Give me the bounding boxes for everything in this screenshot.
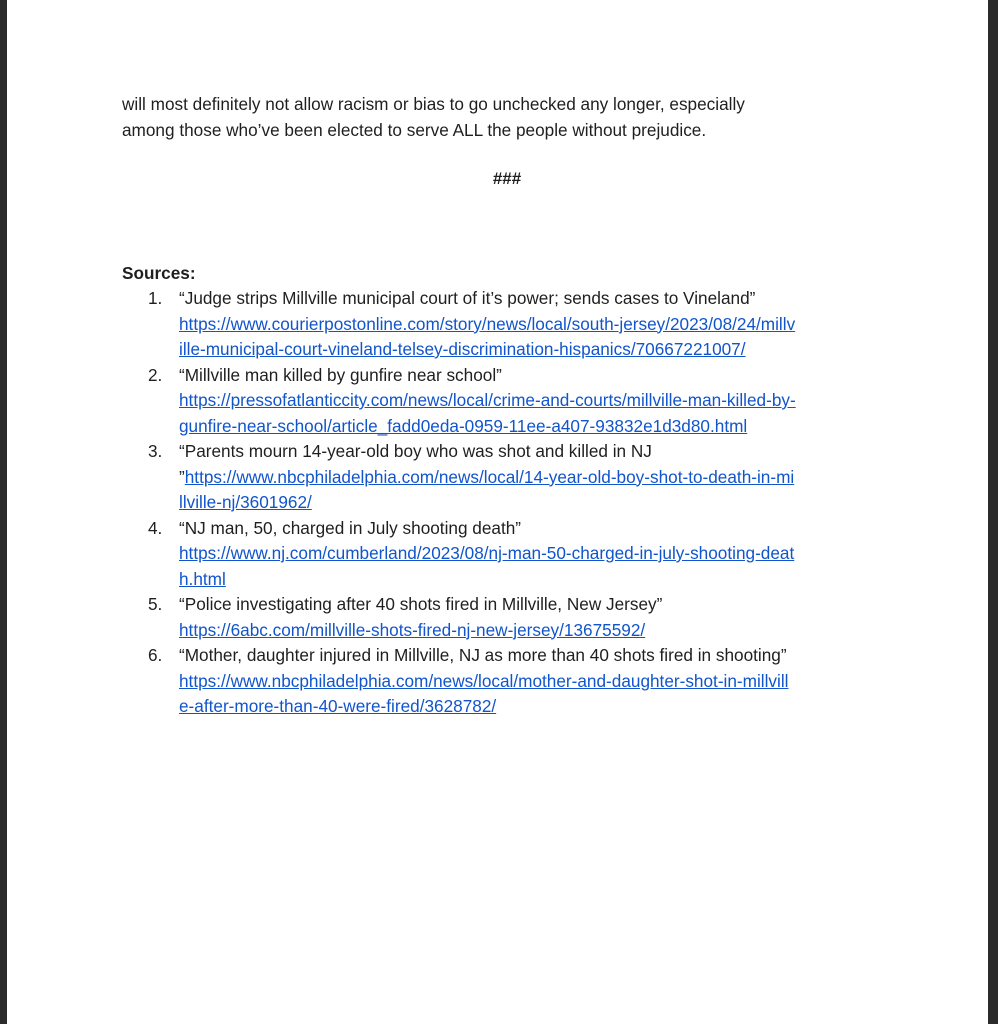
paragraph-line: among those who’ve been elected to serve ALL the people without prejudice. (122, 120, 707, 140)
source-number: 1. (148, 288, 163, 308)
source-number: 2. (148, 364, 163, 385)
source-item (122, 363, 892, 440)
source-link[interactable]: https://www.nbcphiladelphia.com/news/local/14-year-old-boy-shot-to-death-in-mi (184, 466, 795, 487)
source-title: “Millville man killed by gunfire near school” (179, 364, 502, 385)
source-title: “Parents mourn 14-year-old boy who was shot and killed in NJ (179, 441, 652, 461)
page-edge-right (988, 0, 998, 1024)
source-link-continued[interactable]: h.html (179, 568, 226, 589)
source-link-continued[interactable]: ille-municipal-court-vineland-telsey-discrimination-hispanics/70667221007/ (179, 339, 746, 359)
end-marker: ### (492, 169, 522, 188)
source-link-continued[interactable]: llville-nj/3601962/ (179, 492, 312, 512)
document-page (7, 0, 988, 1024)
closing-quote: ” (179, 466, 185, 487)
paragraph-line: will most definitely not allow racism or bias to go unchecked any longer, especially (122, 94, 745, 114)
source-item (122, 592, 892, 643)
source-link-continued[interactable]: gunfire-near-school/article_fadd0eda-0959-11ee-a407-93832e1d3d80.html (179, 415, 748, 436)
source-number: 6. (148, 645, 163, 665)
source-number: 4. (148, 517, 163, 538)
sources-list (122, 286, 892, 720)
source-title: “NJ man, 50, charged in July shooting death” (179, 517, 522, 538)
source-item (122, 286, 892, 363)
closing-paragraph (122, 91, 892, 143)
source-item (122, 643, 892, 720)
sources-heading: Sources: (122, 263, 196, 283)
source-title: “Mother, daughter injured in Millville, NJ as more than 40 shots fired in shooting” (179, 645, 787, 665)
source-title: “Police investigating after 40 shots fired in Millville, New Jersey” (179, 594, 663, 614)
source-link-row (179, 465, 892, 491)
source-link[interactable]: https://6abc.com/millville-shots-fired-nj-new-jersey/13675592/ (179, 619, 646, 640)
source-link-continued[interactable]: e-after-more-than-40-were-fired/3628782/ (179, 696, 497, 716)
source-item (122, 439, 892, 516)
source-number: 3. (148, 441, 163, 461)
page-edge-left (0, 0, 7, 1024)
source-number: 5. (148, 594, 163, 614)
source-item (122, 516, 892, 593)
source-link[interactable]: https://www.courierpostonline.com/story/news/local/south-jersey/2023/08/24/millv (179, 313, 796, 334)
source-title: “Judge strips Millville municipal court of it’s power; sends cases to Vineland” (179, 288, 756, 308)
source-link[interactable]: https://pressofatlanticcity.com/news/local/crime-and-courts/millville-man-killed-by- (179, 390, 796, 410)
source-link[interactable]: https://www.nj.com/cumberland/2023/08/nj-man-50-charged-in-july-shooting-deat (179, 543, 795, 563)
page-content (122, 91, 892, 720)
source-link[interactable]: https://www.nbcphiladelphia.com/news/local/mother-and-daughter-shot-in-millvill (179, 670, 789, 691)
